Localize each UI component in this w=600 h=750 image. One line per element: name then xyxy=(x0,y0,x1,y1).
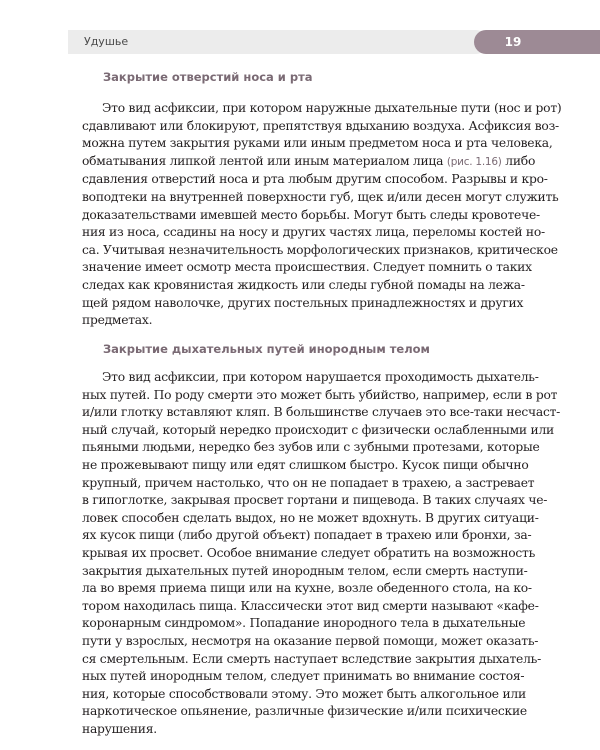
text-segment: обматывания липкой лентой или иным материалом лица xyxy=(82,153,444,168)
text-line: ловек способен сделать выдох, но не может вдохнуть. В других ситуаци- xyxy=(82,510,539,525)
page-number-tab xyxy=(474,30,600,54)
text-line: пьяными людьми, нередко без зубов или с зубными протезами, которые xyxy=(82,440,540,455)
text-line: Это вид асфиксии, при котором нарушается проходимость дыхатель- xyxy=(102,370,539,384)
running-title: Удушье xyxy=(84,35,129,48)
paragraph-nose-mouth xyxy=(82,100,562,330)
text-line: пути у взрослых, несмотря на оказание первой помощи, может оказать- xyxy=(82,633,539,648)
text-line: значение имеет осмотр места происшествия. Следует помнить о таких xyxy=(82,260,532,275)
text-line: крывая их просвет. Особое внимание следует обратить на возможность xyxy=(82,545,536,560)
text-line: ный случай, который нередко происходит с физически ослабленными или xyxy=(82,422,554,437)
section-heading-nose-mouth: Закрытие отверстий носа и рта xyxy=(103,70,313,84)
text-line: и/или глотку вставляют кляп. В большинстве случаев это все-таки несчаст- xyxy=(82,405,561,420)
text-line: ся смертельным. Если смерть наступает вследствие закрытия дыхатель- xyxy=(82,651,541,666)
text-line: закрытия дыхательных путей инородным телом, если смерть наступи- xyxy=(82,563,528,578)
text-line: можна путем закрытия руками или иным предметом носа и рта человека, xyxy=(82,136,553,151)
text-line: ях кусок пищи (либо другой объект) попадает в трахею или бронхи, за- xyxy=(82,528,532,543)
text-segment: либо xyxy=(505,153,536,168)
page-number: 19 xyxy=(504,35,522,49)
text-line: ния, которые способствовали этому. Это может быть алкогольное или xyxy=(82,686,526,701)
text-line: ных путей. По роду смерти это может быть убийство, например, если в рот xyxy=(82,387,558,402)
running-header-bar xyxy=(68,30,488,54)
text-line: не прожевывают пищу или едят слишком быстро. Кусок пищи обычно xyxy=(82,457,529,472)
text-line: воподтеки на внутренней поверхности губ, щек и/или десен могут служить xyxy=(82,189,559,204)
text-line: нарушения. xyxy=(82,721,157,736)
figure-reference-link[interactable]: (рис. 1.16) xyxy=(446,155,502,168)
text-line: крупный, причем настолько, что он не попадает в трахею, а застревает xyxy=(82,475,535,490)
text-line: ных путей инородным телом, следует принимать во внимание состоя- xyxy=(82,669,525,684)
text-line: наркотическое опьянение, различные физические и/или психические xyxy=(82,704,527,719)
text-line: ла во время приема пищи или на кухне, возле обеденного стола, на ко- xyxy=(82,581,532,596)
text-line: предметах. xyxy=(82,313,153,328)
text-line: Это вид асфиксии, при котором наружные дыхательные пути (нос и рот) xyxy=(102,101,562,115)
text-line: сдавления отверстий носа и рта любым другим способом. Разрывы и кро- xyxy=(82,172,548,187)
text-line: в гипоглотке, закрывая просвет гортани и пищевода. В таких случаях че- xyxy=(82,493,548,508)
text-line: следах как кровянистая жидкость или следы губной помады на лежа- xyxy=(82,277,525,292)
text-line: ния из носа, ссадины на носу и других частях лица, переломы костей но- xyxy=(82,225,545,240)
text-line: коронарным синдромом». Попадание инородного тела в дыхательные xyxy=(82,616,526,631)
text-line: щей рядом наволочке, других постельных принадлежностях и других xyxy=(82,295,524,310)
text-line: сдавливают или блокируют, препятствуя вдыханию воздуха. Асфиксия воз- xyxy=(82,118,559,133)
text-line: доказательствами имевшей место борьбы. Могут быть следы кровотече- xyxy=(82,207,540,222)
text-line xyxy=(82,153,536,172)
paragraph-foreign-body xyxy=(82,369,561,738)
text-line: тором находилась пища. Классически этот вид смерти называют «кафе- xyxy=(82,598,539,613)
text-line: са. Учитывая незначительность морфологических признаков, критическое xyxy=(82,242,558,257)
section-heading-foreign-body: Закрытие дыхательных путей инородным телом xyxy=(103,342,430,356)
